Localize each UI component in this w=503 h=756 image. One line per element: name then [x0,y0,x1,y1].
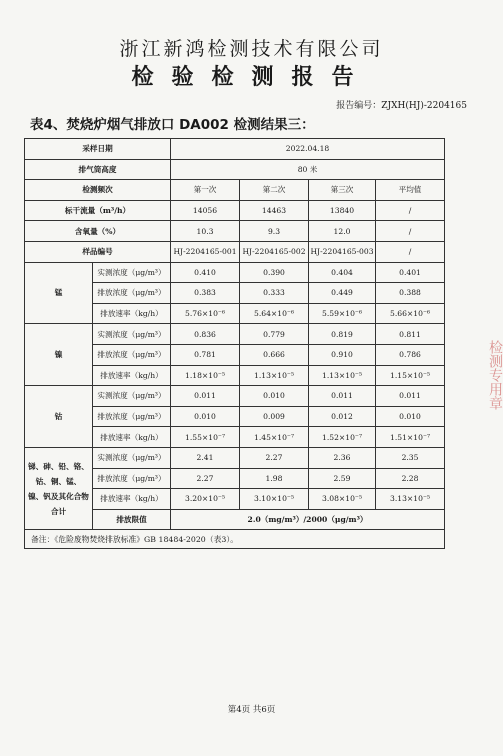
table-row [25,262,445,283]
table-row [25,200,445,221]
table-row [25,530,445,549]
group-name-line: 镍、钒及其化合物 [28,491,89,501]
data-cell: 5.76×10⁻⁶ [171,303,240,324]
data-cell: 0.666 [240,344,309,365]
stack-height-label: 排气筒高度 [25,159,171,180]
data-cell: 1.52×10⁻⁷ [309,427,376,448]
row-label: 排放浓度（μg/m³） [93,283,171,304]
table-row [25,241,445,262]
row-label: 排放速率（kg/h） [93,365,171,386]
stack-height-value: 80 米 [171,159,445,180]
data-cell: 1.55×10⁻⁷ [171,427,240,448]
frequency-label: 检测频次 [25,180,171,201]
report-number: 报告编号：ZJXH(HJ)-2204165 [336,101,467,111]
data-cell: 1.51×10⁻⁷ [376,427,445,448]
frequency-cell: 平均值 [376,180,445,201]
data-cell: 2.36 [309,447,376,468]
table-row [25,324,445,345]
data-cell: 0.786 [376,344,445,365]
row-label: 实测浓度（μg/m³） [93,324,171,345]
data-cell: 0.781 [171,344,240,365]
row-label: 排放速率（kg/h） [93,489,171,510]
data-cell: 3.08×10⁻⁵ [309,489,376,510]
data-cell: 2.27 [240,447,309,468]
data-cell: 1.45×10⁻⁷ [240,427,309,448]
data-cell: 0.011 [376,386,445,407]
data-cell: 5.64×10⁻⁶ [240,303,309,324]
data-cell: 0.811 [376,324,445,345]
group-name: 钴 [25,386,93,448]
data-cell: 0.010 [376,406,445,427]
data-cell: 5.66×10⁻⁶ [376,303,445,324]
data-cell: 0.819 [309,324,376,345]
table-row [25,221,445,242]
row-label: 实测浓度（μg/m³） [93,447,171,468]
data-cell: 0.010 [240,386,309,407]
sample-no-cell: / [376,241,445,262]
table-note: 备注：《危险废物焚烧排放标准》GB 18484-2020（表3）。 [25,530,445,549]
oxygen-cell: 9.3 [240,221,309,242]
data-cell: 3.20×10⁻⁵ [171,489,240,510]
data-cell: 2.28 [376,468,445,489]
sample-no-cell: HJ-2204165-001 [171,241,240,262]
flow-cell: 14463 [240,200,309,221]
data-cell: 0.388 [376,283,445,304]
data-cell: 0.333 [240,283,309,304]
row-label: 排放浓度（μg/m³） [93,406,171,427]
data-cell: 0.390 [240,262,309,283]
group-name: 锰 [25,262,93,324]
row-label: 实测浓度（μg/m³） [93,262,171,283]
data-cell: 1.18×10⁻⁵ [171,365,240,386]
data-cell: 0.404 [309,262,376,283]
oxygen-label: 含氧量（%） [25,221,171,242]
data-cell: 2.35 [376,447,445,468]
data-cell: 1.13×10⁻⁵ [309,365,376,386]
oxygen-cell: 12.0 [309,221,376,242]
oxygen-cell: / [376,221,445,242]
flow-cell: 13840 [309,200,376,221]
table-row [25,139,445,160]
sample-no-cell: HJ-2204165-003 [309,241,376,262]
group-name-line: 合计 [50,506,67,516]
table-row [25,386,445,407]
data-cell: 0.383 [171,283,240,304]
table-title: 表4、焚烧炉烟气排放口 DA002 检测结果三： [30,117,315,133]
table-row [25,180,445,201]
data-cell: 0.779 [240,324,309,345]
flow-cell: 14056 [171,200,240,221]
group-name-line: 锑、砷、铅、铬、 [28,461,89,471]
sample-no-cell: HJ-2204165-002 [240,241,309,262]
sample-date-label: 采样日期 [25,139,171,160]
frequency-cell: 第三次 [309,180,376,201]
data-cell: 0.011 [171,386,240,407]
data-cell: 3.13×10⁻⁵ [376,489,445,510]
data-cell: 3.10×10⁻⁵ [240,489,309,510]
flow-label: 标干流量（m³/h） [25,200,171,221]
data-cell: 2.59 [309,468,376,489]
data-cell: 0.010 [171,406,240,427]
data-cell: 1.13×10⁻⁵ [240,365,309,386]
page-footer: 第4页 共6页 [227,705,276,715]
sample-no-label: 样品编号 [25,241,171,262]
oxygen-cell: 10.3 [171,221,240,242]
data-cell: 2.27 [171,468,240,489]
row-label: 实测浓度（μg/m³） [93,386,171,407]
data-cell: 0.011 [309,386,376,407]
limit-value: 2.0（mg/m³）/2000（μg/m³） [171,509,445,530]
table-row [25,447,445,468]
data-cell: 1.15×10⁻⁵ [376,365,445,386]
data-cell: 0.910 [309,344,376,365]
data-cell: 0.401 [376,262,445,283]
data-cell: 0.449 [309,283,376,304]
group-name-line: 钴、铜、锰、 [35,476,82,486]
company-name: 浙江新鸿检测技术有限公司 [119,38,384,60]
group-name-total [25,447,93,529]
row-label: 排放浓度（μg/m³） [93,468,171,489]
data-cell: 0.009 [240,406,309,427]
row-label: 排放浓度（μg/m³） [93,344,171,365]
data-cell: 0.012 [309,406,376,427]
frequency-cell: 第一次 [171,180,240,201]
row-label: 排放速率（kg/h） [93,303,171,324]
data-cell: 0.836 [171,324,240,345]
data-cell: 5.59×10⁻⁶ [309,303,376,324]
limit-label: 排放限值 [93,509,171,530]
group-name: 镍 [25,324,93,386]
red-stamp: 检测专用章 [487,340,503,410]
data-cell: 0.410 [171,262,240,283]
table-row [25,159,445,180]
sample-date-value: 2022.04.18 [171,139,445,160]
report-title: 检验检测报告 [131,65,372,90]
data-cell: 1.98 [240,468,309,489]
frequency-cell: 第二次 [240,180,309,201]
flow-cell: / [376,200,445,221]
data-cell: 2.41 [171,447,240,468]
results-table [24,138,445,549]
row-label: 排放速率（kg/h） [93,427,171,448]
